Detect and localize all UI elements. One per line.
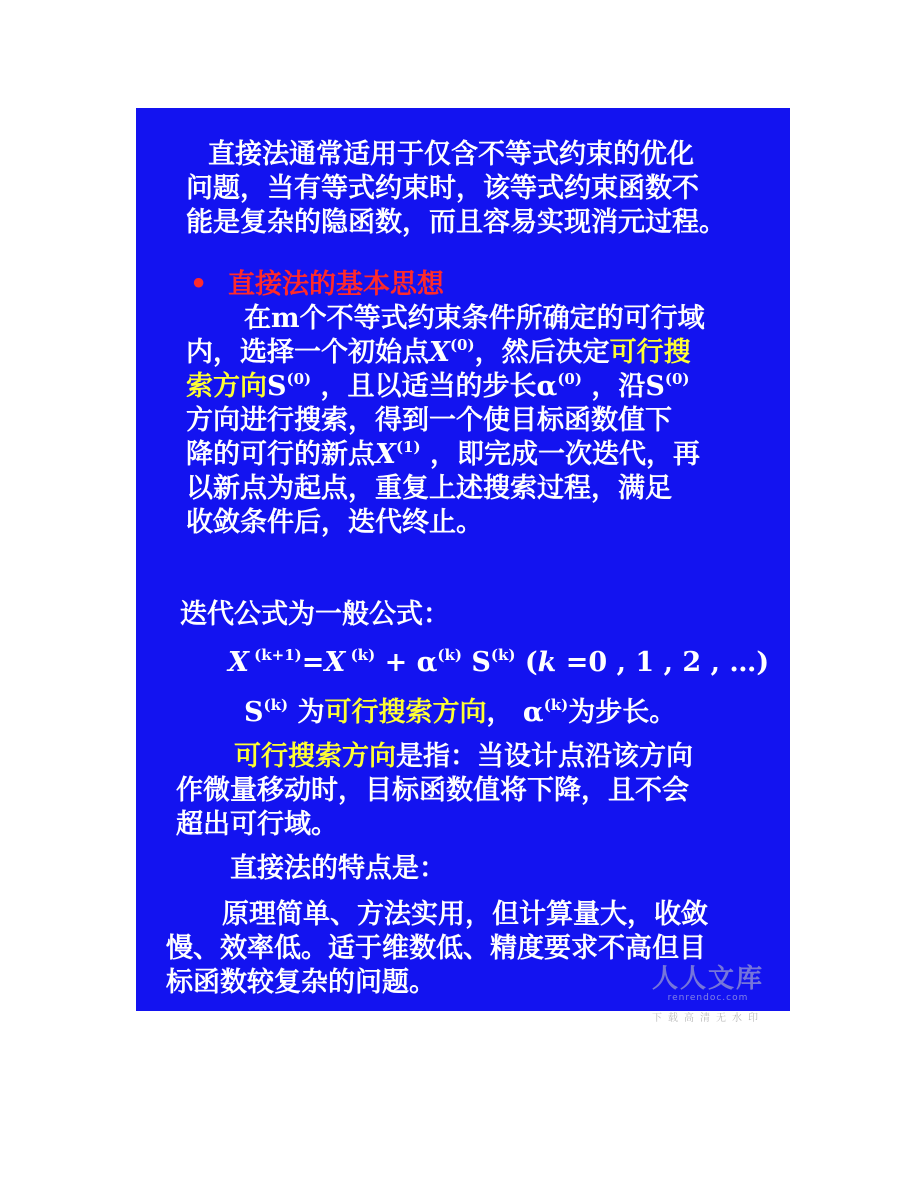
intro-line-2: 问题，当有等式约束时，该等式约束函数不 (186, 173, 699, 204)
features-line-3: 标函数较复杂的问题。 (166, 967, 436, 998)
watermark (638, 958, 778, 1024)
idea-line-7: 收敛条件后，迭代终止。 (186, 507, 483, 538)
iteration-formula: X $^{(k+1)}$=X $^{(k)} + \alpha^{(k)}$ $S^{(k)}$ (k =0 , 1 , 2 , …) (228, 646, 770, 678)
features-line-2: 慢、效率低。适于维数低、精度要求不高但目 (166, 933, 706, 964)
watermark-tagline: 下载高清无水印 (652, 1013, 764, 1024)
explain-line-2: 作微量移动时，目标函数值将下降，且不会 (176, 775, 689, 806)
explain-line-1: 可行搜索方向是指：当设计点沿该方向 (234, 741, 693, 772)
idea-heading: • 直接法的基本思想 (190, 269, 444, 300)
definition-line: $S^{(k)}$ 为可行搜索方向， $\alpha^{(k)}$为步长。 (244, 696, 677, 728)
idea-line-5: 降的可行的新点$X^{(1)}$ ，即完成一次迭代，再 (186, 438, 700, 470)
explain-line-3: 超出可行域。 (176, 809, 338, 840)
idea-line-1: 在m个不等式约束条件所确定的可行域 (244, 303, 705, 334)
idea-line-4: 方向进行搜索，得到一个使目标函数值下 (186, 405, 672, 436)
slide (136, 108, 790, 1011)
features-line-1: 原理简单、方法实用，但计算量大，收敛 (222, 899, 708, 930)
idea-line-2: 内，选择一个初始点$X^{(0)}$，然后决定可行搜 (186, 336, 691, 368)
features-heading: 直接法的特点是： (230, 853, 446, 884)
intro-line-3: 能是复杂的隐函数，而且容易实现消元过程。 (186, 207, 726, 238)
watermark-logo: 人人文库 (651, 964, 764, 994)
idea-line-3: 索方向$S^{(0)}$ ，且以适当的步长$\alpha^{(0)}$ ，沿$S^{(0)}$ (186, 370, 690, 402)
watermark-url: renrendoc.com (667, 993, 749, 1003)
intro-line-1: 直接法通常适用于仅含不等式约束的优化 (208, 139, 694, 170)
formula-intro: 迭代公式为一般公式： (180, 599, 450, 630)
bullet-icon: • (190, 269, 208, 300)
idea-line-6: 以新点为起点，重复上述搜索过程，满足 (186, 473, 672, 504)
